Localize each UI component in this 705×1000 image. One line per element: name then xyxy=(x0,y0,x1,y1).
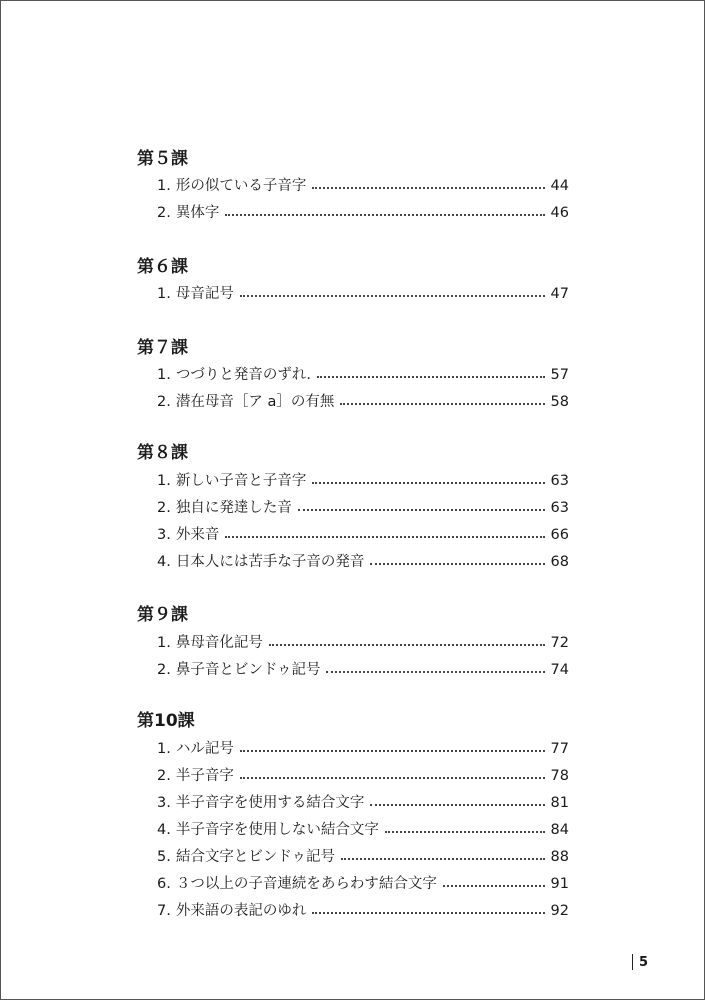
entry-label: 母音記号 xyxy=(175,286,234,302)
entry-label: 半子音字を使用する結合文字 xyxy=(175,795,365,811)
toc-entry[interactable] xyxy=(157,765,569,787)
entry-label: 新しい子音と子音字 xyxy=(175,473,307,489)
entry-label: ３つ以上の子音連続をあらわす結合文字 xyxy=(175,876,437,892)
entry-page-number: 91 xyxy=(550,876,569,892)
entry-page-number: 47 xyxy=(550,286,569,302)
toc-entry[interactable] xyxy=(157,524,569,546)
lesson-title: 第７課 xyxy=(137,338,188,358)
dot-leader xyxy=(312,482,544,484)
entry-page-number: 81 xyxy=(550,795,569,811)
entry-label: 半子音字 xyxy=(175,768,234,784)
entry-page-number: 77 xyxy=(550,741,569,757)
entry-page-number: 57 xyxy=(550,367,569,383)
entry-number: 2. xyxy=(157,205,171,221)
entry-number: 2. xyxy=(157,768,171,784)
toc-entry[interactable] xyxy=(157,283,569,305)
entry-page-number: 84 xyxy=(550,822,569,838)
dot-leader xyxy=(312,187,544,189)
entry-number: 7. xyxy=(157,903,171,919)
entry-page-number: 66 xyxy=(550,527,569,543)
entry-label: 外来音 xyxy=(175,527,220,543)
dot-leader xyxy=(340,403,544,405)
entry-number: 1. xyxy=(157,741,171,757)
dot-leader xyxy=(326,671,544,673)
entry-label: 独自に発達した音 xyxy=(175,500,292,516)
dot-leader xyxy=(225,214,544,216)
entry-label: 日本人には苦手な子音の発音 xyxy=(175,554,365,570)
entry-page-number: 68 xyxy=(550,554,569,570)
folio-divider xyxy=(632,954,633,970)
entry-label: ハル記号 xyxy=(175,741,234,757)
dot-leader xyxy=(443,885,545,887)
entry-number: 1. xyxy=(157,635,171,651)
entry-number: 4. xyxy=(157,554,171,570)
dot-leader xyxy=(269,644,545,646)
toc-entry[interactable] xyxy=(157,470,569,492)
entry-label: つづりと発音のずれ. xyxy=(175,367,311,383)
toc-entry[interactable] xyxy=(157,551,569,573)
entry-page-number: 63 xyxy=(550,473,569,489)
toc-entry[interactable] xyxy=(157,846,569,868)
dot-leader xyxy=(370,804,544,806)
entry-label: 形の似ている子音字 xyxy=(175,178,307,194)
entry-number: 2. xyxy=(157,500,171,516)
entry-number: 5. xyxy=(157,849,171,865)
entry-page-number: 63 xyxy=(550,500,569,516)
dot-leader xyxy=(341,858,545,860)
page-number: 5 xyxy=(639,954,649,970)
dot-leader xyxy=(240,777,545,779)
entry-number: 2. xyxy=(157,662,171,678)
toc-entry[interactable] xyxy=(157,900,569,922)
entry-label: 鼻母音化記号 xyxy=(175,635,263,651)
entry-number: 1. xyxy=(157,178,171,194)
entry-number: 1. xyxy=(157,473,171,489)
entry-page-number: 46 xyxy=(550,205,569,221)
entry-page-number: 88 xyxy=(550,849,569,865)
entry-number: 1. xyxy=(157,286,171,302)
toc-entry[interactable] xyxy=(157,792,569,814)
entry-page-number: 58 xyxy=(550,394,569,410)
entry-label: 鼻子音とビンドゥ記号 xyxy=(175,662,321,678)
dot-leader xyxy=(385,831,545,833)
entry-number: 3. xyxy=(157,527,171,543)
entry-number: 2. xyxy=(157,394,171,410)
toc-entry[interactable] xyxy=(157,873,569,895)
lesson-title: 第６課 xyxy=(137,257,188,277)
dot-leader xyxy=(298,509,545,511)
toc-entry[interactable] xyxy=(157,391,569,413)
page-folio xyxy=(632,952,648,972)
lesson-title: 第５課 xyxy=(137,149,188,169)
entry-number: 6. xyxy=(157,876,171,892)
entry-page-number: 74 xyxy=(550,662,569,678)
entry-label: 半子音字を使用しない結合文字 xyxy=(175,822,379,838)
entry-label: 結合文字とビンドゥ記号 xyxy=(175,849,335,865)
dot-leader xyxy=(240,295,545,297)
toc-entry[interactable] xyxy=(157,175,569,197)
lesson-title: 第９課 xyxy=(137,605,188,625)
toc-entry[interactable] xyxy=(157,819,569,841)
entry-page-number: 44 xyxy=(550,178,569,194)
lesson-title: 第10課 xyxy=(137,711,195,731)
entry-page-number: 78 xyxy=(550,768,569,784)
dot-leader xyxy=(370,563,544,565)
entry-label: 潜在母音［ア a］の有無 xyxy=(175,394,335,410)
dot-leader xyxy=(225,536,544,538)
entry-label: 外来語の表記のゆれ xyxy=(175,903,307,919)
entry-number: 3. xyxy=(157,795,171,811)
entry-label: 異体字 xyxy=(175,205,220,221)
toc-entry[interactable] xyxy=(157,364,569,386)
dot-leader xyxy=(317,376,545,378)
toc-entry[interactable] xyxy=(157,659,569,681)
toc-entry[interactable] xyxy=(157,632,569,654)
dot-leader xyxy=(312,912,544,914)
entry-number: 1. xyxy=(157,367,171,383)
toc-entry[interactable] xyxy=(157,202,569,224)
toc-entry[interactable] xyxy=(157,497,569,519)
toc-entry[interactable] xyxy=(157,738,569,760)
entry-number: 4. xyxy=(157,822,171,838)
dot-leader xyxy=(240,750,545,752)
entry-page-number: 72 xyxy=(550,635,569,651)
lesson-title: 第８課 xyxy=(137,443,188,463)
entry-page-number: 92 xyxy=(550,903,569,919)
